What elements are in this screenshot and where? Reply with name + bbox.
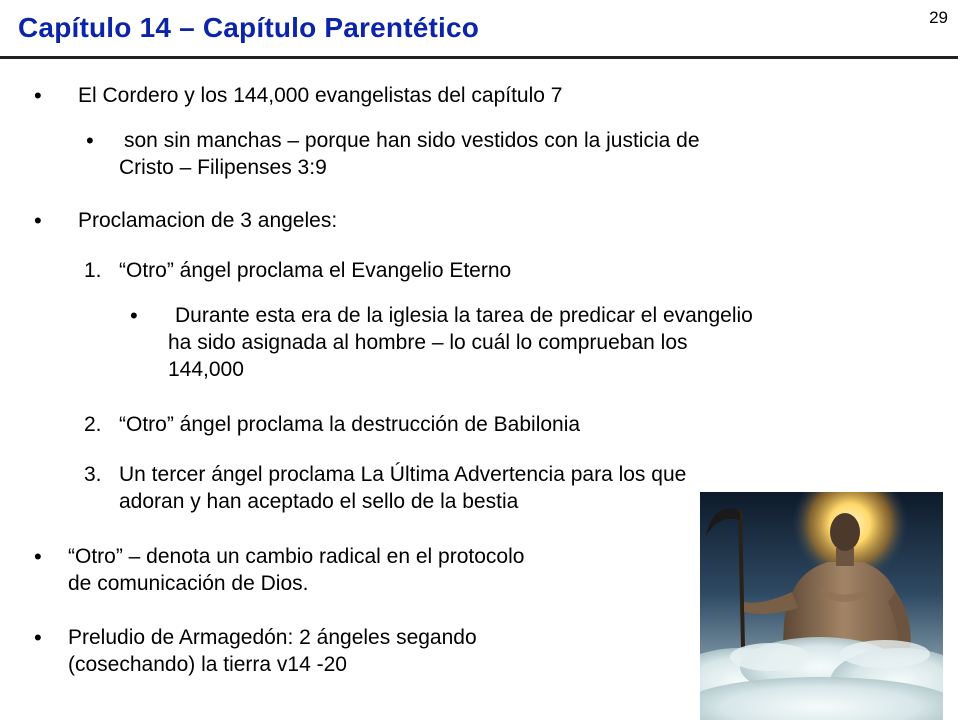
list-number: 1. [84, 259, 102, 282]
bullet-marker: • [34, 625, 42, 650]
numbered-item-evangelio: “Otro” ángel proclama el Evangelio Eterno [119, 259, 512, 282]
numbered-item-advertencia-line2: adoran y han aceptado el sello de la bestia [119, 490, 519, 513]
bullet-item-armagedon-line1: Preludio de Armagedón: 2 ángeles segando [68, 626, 477, 649]
bullet-item-cordero: El Cordero y los 144,000 evangelistas del capítulo 7 [78, 84, 563, 107]
sub-bullet-durante-line1: Durante esta era de la iglesia la tarea de predicar el evangelio [175, 304, 753, 327]
sub-bullet-durante-line2: ha sido asignada al hombre – lo cuál lo comprueban los [168, 331, 688, 354]
bullet-item-armagedon-line2: (cosechando) la tierra v14 -20 [68, 653, 347, 676]
bullet-marker: • [34, 208, 42, 233]
slide-number: 29 [929, 8, 948, 27]
bullet-marker: • [34, 83, 42, 108]
reaper-illustration [700, 492, 943, 720]
sub-bullet-durante-line3: 144,000 [168, 358, 244, 381]
numbered-item-advertencia-line1: Un tercer ángel proclama La Última Advertencia para los que [119, 463, 687, 486]
numbered-item-babilonia: “Otro” ángel proclama la destrucción de Babilonia [119, 413, 581, 436]
bullet-item-otro-line1: “Otro” – denota un cambio radical en el protocolo [68, 545, 525, 568]
sub-bullet-sin-manchas-line2: Cristo – Filipenses 3:9 [119, 156, 327, 179]
reaper-figure-icon [700, 492, 943, 720]
bullet-item-proclamacion: Proclamacion de 3 angeles: [78, 209, 338, 232]
bullet-marker: • [34, 544, 42, 569]
slide-title: Capítulo 14 – Capítulo Parentético [18, 12, 480, 43]
bullet-item-otro-line2: de comunicación de Dios. [68, 572, 309, 595]
title-divider [0, 56, 958, 59]
sub-bullet-marker: • [86, 128, 94, 153]
sub-bullet-sin-manchas-line1: son sin manchas – porque han sido vestidos con la justicia de [124, 129, 700, 152]
sub-bullet-marker: • [130, 303, 138, 328]
list-number: 3. [84, 463, 102, 486]
list-number: 2. [84, 413, 102, 436]
